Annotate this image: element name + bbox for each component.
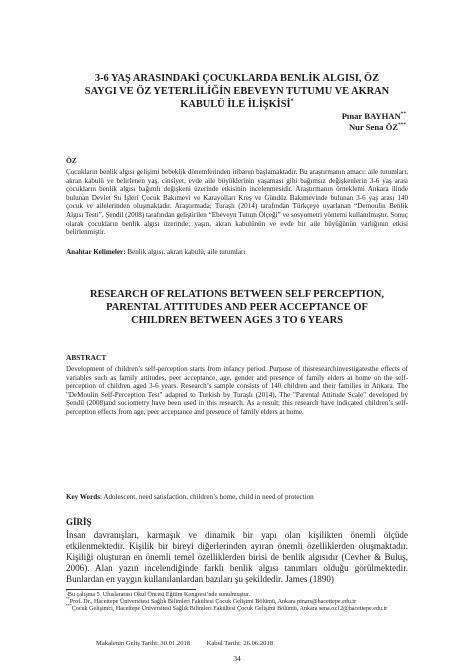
english-abstract-heading: ABSTRACT xyxy=(66,353,107,362)
english-keywords-text: : Adolescent, need satisfaction, children’s home, child in need of protection xyxy=(99,493,314,501)
footnote-divider xyxy=(66,589,196,590)
english-abstract-text: Development of children’s self-perception starts from infancy period. Purpose of thisresearchinvestigatesthe effects of variables such as family attitudes, peer acceptance, age, gender and presence of family elders at home on the self-perception of children aged 3-6 years. Research’s sample consists of 140 children and their families in Ankara. The "DeMoulin Self-Perception Test" adapted to Turkish by Turaşlı (2014), The "Parental Attitude Scale" developed by Şendil (2008)and sociometry have been used in this research. As a result; this research have indicated children’s self-perception effects from age, peer acceptance and presence of family elders at home. xyxy=(66,365,408,416)
title-footnote-marker: * xyxy=(290,97,294,105)
turkish-keywords xyxy=(66,248,408,257)
received-date: Makalenin Geliş Tarihi: 30.01.2018 xyxy=(96,640,191,647)
english-title-line-2: PARENTAL ATTITUDES AND PEER ACCEPTANCE OF xyxy=(106,302,368,313)
giris-heading: GİRİŞ xyxy=(66,517,92,527)
turkish-abstract-text: Çocukların benlik algısı gelişimi bebeklik dönemlerinden itibaren başlamaktadır. Bu araştırmanın amacı: aile tutumları, akran kabulü ve belirlenen yaş, cinsiyet, evde aile büyüklerinin yaşaması gibi bağımsız değişkenlerin 3-6 yaş arası çocukların benlik algısı bağımlı değişkeni üzerinde etkisinin incelenmesidir. Araştırmanın örneklemi Ankara ilinde bulunan Devlet Su İşleri Çocuk Bakımevi ve Karayolları Kreş ve Gündüz Bakımevinde bulunan 3-6 yaş arası 140 çocuk ve ailelerinden oluşmaktadır. Araştırmada; Turaşlı (2014) tarafından Türkçeye uyarlanan “Demoulin Benlik Algısı Testi”, Şendil (2008) tarafından geliştirilen “Ebeveyn Tutum Ölçeği” ve sosyometri yöntemi kullanılmıştır. Sonuç olarak çocukların benlik algısı üzerinde; yaşın, akran kabulünün ve evde bir aile büyüğünün varlığının etkisi belirlenmiştir. xyxy=(66,168,408,237)
turkish-title-line-2: SAYGI VE ÖZ YETERLİLİĞİN EBEVEYN TUTUMU VE AKRAN xyxy=(84,86,390,97)
author-1 xyxy=(342,111,406,122)
footnote-3 xyxy=(66,606,408,613)
footnotes xyxy=(66,592,408,614)
turkish-title xyxy=(72,72,402,111)
author-1-name: Pınar BAYHAN xyxy=(341,111,401,121)
english-title-line-3: CHILDREN BETWEEN AGES 3 TO 6 YEARS xyxy=(131,315,343,326)
english-title-line-1: RESEARCH OF RELATIONS BETWEEN SELF PERCEPTION, xyxy=(89,289,385,300)
author-2 xyxy=(342,122,406,133)
turkish-title-line-3 xyxy=(72,98,402,111)
turkish-keywords-label: Anahtar Kelimeler: xyxy=(66,248,126,256)
turkish-title-line-3-text: KABULÜ İLE İLİŞKİSİ xyxy=(180,99,291,110)
author-list xyxy=(342,111,406,133)
turkish-abstract-heading: ÖZ xyxy=(66,156,77,165)
accepted-date: Kabul Tarihi: 26.06.2018 xyxy=(206,640,274,647)
english-keywords-label: Key Words xyxy=(66,493,100,501)
turkish-keywords-text: Benlik algısı, akran kabulü, aile tutumları xyxy=(125,248,246,256)
english-title xyxy=(66,288,408,327)
author-2-name: Nur Sena ÖZ xyxy=(348,122,398,132)
giris-paragraph: İnsan davranışları, karmaşık ve dinamik bir yapı olan kişilikten önemli ölçüde etkilenmektedir. Kişilik bir bireyi diğerlerinden ayıran önemli özelliklerden oluşmaktadır. Kişiliği oluşturan en önemli temel özelliklerden birisi de benlik algısıdır (Cevher & Buluş, 2006). Alan yazın incelendiğinde farklı benlik algısı tanımları olduğu görülmektedir. Bunlardan en yaygın kullanılanlardan bazıları şu şekildedir. James (1890) xyxy=(66,530,408,584)
footnote-1-text: Bu çalışma 5. Uluslararası Okul Öncesi Eğitim Kongresi’nde sunulmuştur. xyxy=(67,592,250,599)
author-1-marker: ** xyxy=(400,111,406,118)
footnote-1-marker: * xyxy=(66,590,68,594)
footnote-3-text: Çocuk Gelişimci, Hacettepe Üniversitesi Sağlık Bilimleri Fakültesi Çocuk Gelişimi Bölümü, Ankara sena.oz12@hacettepe.edu.tr xyxy=(71,606,388,613)
english-keywords xyxy=(66,493,408,502)
footnote-2 xyxy=(66,597,408,609)
footnote-2-marker: ** xyxy=(66,597,70,602)
footnote-2-text: Prof. Dr., Hacettepe Üniversitesi Sağlık Bilimleri Fakültesi Çocuk Gelişimi Bölümü, Ankara pinars@hacettepe.edu.tr xyxy=(69,599,357,606)
author-2-marker: *** xyxy=(398,122,406,129)
page-number: 34 xyxy=(233,654,241,663)
turkish-title-line-1: 3-6 YAŞ ARASINDAKİ ÇOCUKLARDA BENLİK ALGISI, ÖZ xyxy=(94,73,380,84)
footnote-3-marker: *** xyxy=(66,604,72,609)
article-dates xyxy=(96,640,396,647)
